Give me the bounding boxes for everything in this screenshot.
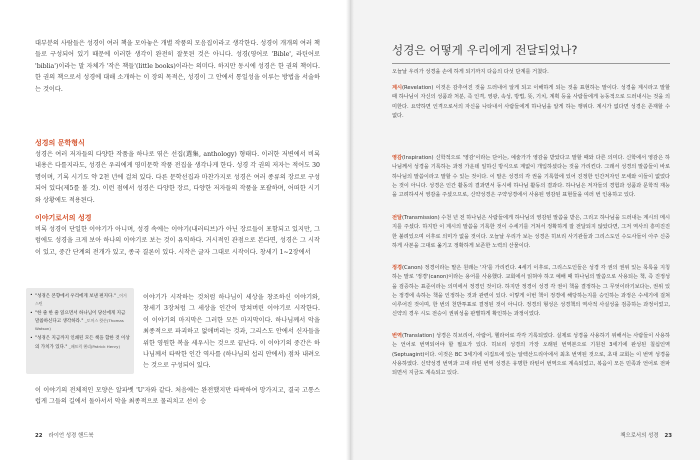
paragraph-text: 이 이야기의 전체적인 모양은 알파벳 'U'자와 같다. 처음에는 완전했지만 타락하여 망가지고, 결국 고통스럽게 그들의 길에서 돌아서서 악을 최종적으로 물리치고 선이 승 <box>35 387 320 406</box>
title-divider <box>392 63 670 64</box>
paragraph-text: 대부분의 사람들은 성경이 여러 책을 모아놓은 개별 작품의 모음집이라고 생각한다. 성경이 개개의 여러 책들로 구성되어 있기 때문에 이러한 생각이 완전히 잘못된 것은 아니다. 성경(영어로 'Bible', 라틴어로 'biblia')이라는 말 자체가 '작은 책들'(little books)이라는 의미다. 하지만 동시에 성경은 한 권의 책이다. 한 권의 책으로서 성경에 대해 소개하는 이 장의 목적은, 성경이 그 안에서 통일성을 이루는 방법을 서술하는 것이다. <box>35 40 320 93</box>
quote-list <box>30 292 130 353</box>
intro-text: 오늘날 우리가 성경을 손에 하게 되기까지 다음의 다섯 단계를 거쳤다. <box>392 69 549 75</box>
section-revelation <box>392 84 670 121</box>
quote-item: • "성경은 본향에서 우리에게 보낸 편지다." _어거스틴 <box>30 292 130 308</box>
left-paragraph-1 <box>35 38 320 95</box>
left-page-footer <box>35 431 94 439</box>
section-term: 영감 <box>392 155 403 161</box>
section-text: (Inspiration) 신학적으로 '영감'이라는 단어는, 예술가가 영감을 받았다고 말할 때와 다른 의미다. 신학에서 영감은 하나님께서 성경을 기록하는 과정 가운데 일하신 방식으로 계없이 개입하셨다는 것을 가리킨다. 그래서 성경의 말씀들이 바로 하나님의 말씀이라고 말할 수 있는 것이다. 이 말은 성경의 각 권을 기록함에 있어 진정한 인간저자인 모세와 이들이 없었다는 것이 아니다. 성경은 인간 활동의 결과면서 동시에 하나님 활동의 결과다. 하나님은 저자들의 경험과 성품과 문학적 재능을 고려하셔서 영감을 주셨으므로, 신약성경은 구약성경에서 사용된 영감된 표현들을 여러 번 인용하고 있다. <box>392 155 670 199</box>
section-term: 번역 <box>392 333 403 339</box>
page-number: 23 <box>664 433 672 439</box>
quote-source: _패트릭 헨리(Patrick Henry) <box>68 343 120 349</box>
section-text: (Canon) 정경이라는 말은 원래는 '자'를 가리킨다. 4세기 이후로, 그리스도인들은 성경 각 권의 권위 있는 목록을 지칭하는 말로 '정경'(canon)이라는 용어를 사용했다. 교회에서 읽혀야 하고 예배 때 하나님의 말씀으로 사용되는 책, 즉 진정성을 검증하는 표준이라는 의미에서 정경인 것이다. 하지만 정경이 성경 각 권이 책을 결정하는 그 무엇이라기보다는, 권위 있는 정경에 속하는 책을 인정하는 것과 관련이 있다. 이렇게 이번 책이 정경에 해당하는지를 승인하는 과정은 수세기에 걸쳐 이루어진 것이며, 한 번의 천반투표로 결정된 것이 아니다. 정경의 형성은 성경책의 역사적 사실성을 검증하는 과정이었고, 신약의 경우 시도 전승이 권위성을 판별하게 확인하는 과정이었다. <box>392 265 670 318</box>
section-text: (Transmission) 수천 년 전 하나님은 사람들에게 하나님의 영감된 말씀을 받은, 그리고 하나님을 드러내는 계시의 메시지를 주셨다. 하지만 이 계시의 말씀을 기록한 것이 수세기를 거쳐서 정확하게 잘 전달되지 않았다면, 그저 역사의 흥미진진한 불려있으며 이후로 의미가 없을 것이다. 오늘날 우리가 보는 성경은 히브리 사기관들과 그리스도인 수도사들이 아주 신중하게 사본을 그대로 옮기고 정확하게 보존한 노력의 산물이다. <box>392 215 670 249</box>
section-inspiration <box>392 154 670 200</box>
left-paragraph-4 <box>143 292 320 372</box>
quote-source: _어거스틴 <box>35 293 127 307</box>
paragraph-text: 성경은 여러 저자들의 다양한 작품을 하나로 엮은 선집(選集, anthology) 형태다. 이러한 저변에서 비록 내용은 다를지라도, 성경은 우리에게 영미문학 작품 전집을 생각나게 한다. 성경 각 권의 저자는 적어도 30명이며, 기록 시기도 약 2천 년에 걸쳐 있다. 다른 문학선집과 마찬가지로 성경은 여러 종류의 장르로 구성되어 있다(제5를 볼 것). 이런 점에서 성경은 다양한 장르, 다양한 저자들의 작품을 포괄하며, 어떠한 시기와 상황에도 적용된다. <box>35 151 320 204</box>
running-footer: 라이언 성경 핸드북 <box>48 433 94 439</box>
right-page-title: 성경은 어떻게 우리에게 전달되었나? <box>392 43 578 57</box>
quote-item: • "성경은 지금까지 인쇄된 모든 책을 합한 것 이상의 가치가 있다." _패트릭 헨리(Patrick Henry) <box>30 335 130 350</box>
running-footer: 책으로서의 성경 <box>620 433 659 439</box>
paragraph-text: 비록 성경이 단일한 이야기가 아니며, 성경 속에는 이야기(내러티브)가 아닌 장르들이 포함되고 있지만, 그럼에도 성경을 크게 보아 하나의 이야기로 보는 것이 유익하다. 거시적인 관점으로 본다면, 성경은 그 시작이 있고, 중간 단계의 전개가 있고, 종국 결론이 있다. 시작은 글자 그대로 시작이다. 창세기 1~2장에서 <box>35 226 320 256</box>
section-translation <box>392 332 670 378</box>
section-heading-literary-form: 성경의 문학형식 <box>35 139 85 147</box>
section-term: 전달 <box>392 215 403 221</box>
page-number: 22 <box>35 433 43 439</box>
section-term: 계시 <box>392 85 403 91</box>
section-text: (Translation) 성경은 히브리어, 아람어, 헬라어로 각각 기록되었다. 실제로 성경을 사용하기 위해서는 사람들이 사용하는 언어로 번역되어야 할 필요가 있다. 히브리 성경의 가장 오래된 번역본으로 기원전 3세기에 완성된 칠십인역(Septuagint)이다. 이것은 BC 3세기에 이집트에 있는 알렉산드리아에서 최초 번역된 것으로, 초대 교회는 이 번역 성경을 사용하였다. 신약성경 번역과 고대 라틴 번역 성경은 유명한 라틴어 번역으로 계속되었고, 복음이 모든 민족과 언어로 전파되면서 지금도 계속되고 있다. <box>392 333 670 377</box>
section-canon <box>392 264 670 320</box>
right-intro <box>392 68 670 77</box>
section-heading-story: 이야기로서의 성경 <box>35 214 92 222</box>
right-page-footer <box>620 431 672 439</box>
quote-text: 성경은 본향에서 우리에게 보낸 편지다. <box>37 294 114 299</box>
left-paragraph-3 <box>35 224 320 258</box>
quote-source: _토머스 왓슨(Thomas Watson) <box>35 318 124 332</box>
quote-text: 성경은 지금까지 인쇄된 모든 책을 합한 것 이상의 가치가 있다. <box>35 336 130 350</box>
left-paragraph-2 <box>35 149 320 206</box>
section-transmission <box>392 214 670 251</box>
quote-item: • "한 줄 한 줄 읽으면서 하나님이 당신에게 지금 말씀하신다고 생각하라." _토머스 왓슨(Thomas Watson) <box>30 310 130 333</box>
left-paragraph-5 <box>35 385 320 408</box>
section-text: (Revelation) 이것은 감추어진 것을 드러내어 알게 되고 이해하게 되는 것을 표현하는 말이다. 성경을 계시라고 말할 때 하나님이 자신의 성품과 처분, 즉 인격, 영광, 속성, 방법, 뜻, 기치, 계획 등을 사람들에게 능동적으로 드러내시는 것을 의미한다. 요약하면 인격으로서의 자신을 나타내서 사람들에게 하나님을 알게 하는 행위다. 계시가 없다면 성경은 존재할 수 없다. <box>392 85 670 119</box>
paragraph-text: 이야기가 시작하는 것처럼 하나님이 세상을 창조하신 이야기와, 창세기 3장처럼 그 세상을 인간이 망쳐버린 이야기로 시작한다. 이 이야기의 마지막은 그러한 모든 마지막이다. 하나님께서 악을 최종적으로 파괴하고 없애버리는 것과, 그리스도 안에서 신자들을 위한 영원한 복을 세우시는 것으로 끝난다. 이 이야기의 중간은 하나님께서 타락한 인간 역사를 (하나님의 섭리 안에서) 점차 내려오는 것으로 구성되어 있다. <box>143 294 320 370</box>
quote-text: 한 줄 한 줄 읽으면서 하나님이 당신에게 지금 말씀하신다고 생각하라. <box>35 311 126 325</box>
book-gutter-shadow <box>346 0 354 460</box>
section-term: 정경 <box>392 265 403 271</box>
